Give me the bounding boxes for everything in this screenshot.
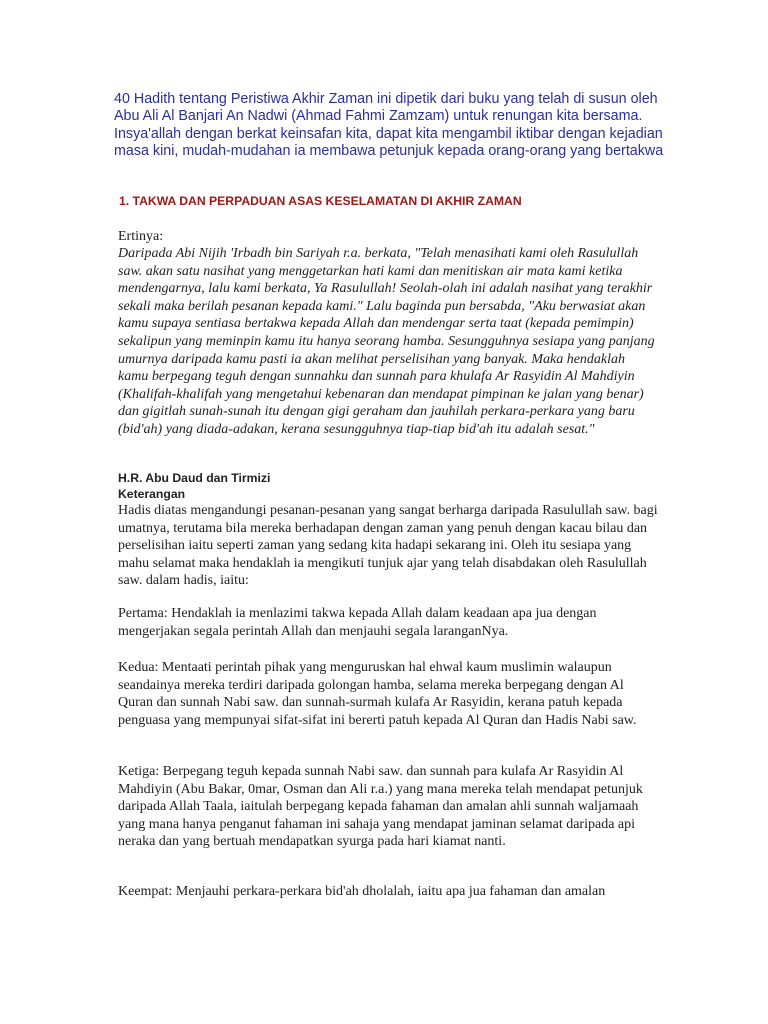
hadith-source: H.R. Abu Daud dan Tirmizi	[118, 471, 271, 485]
keterangan-paragraph: Hadis diatas mengandungi pesanan-pesanan yang sangat berharga daripada Rasulullah saw. bagi umatnya, terutama bila mereka berhadapan dengan zaman yang penuh dengan kacau bilau dan perselisihan iaitu seperti zaman yang sedang kita hadapi sekarang ini. Oleh itu sesiapa yang mahu selamat maka hendaklah ia mengikuti tunjuk ajar yang telah disabdakan oleh Rasulullah saw. dalam hadis, iaitu:	[118, 503, 658, 589]
keterangan-label: Keterangan	[118, 487, 186, 501]
point-pertama: Pertama: Hendaklah ia menlazimi takwa kepada Allah dalam keadaan apa jua dengan mengerjakan segala perintah Allah dan menjauhi segala laranganNya.	[118, 606, 597, 639]
point-ketiga: Ketiga: Berpegang teguh kepada sunnah Nabi saw. dan sunnah para kulafa Ar Rasyidin Al Mahdiyin (Abu Bakar, 0mar, Osman dan Ali r.a.) yang mana mereka telah mendapat petunjuk daripada Allah Taala, iaitulah berpegang kepada fahaman dan amalan ahli sunnah waljamaah yang mana hanya penganut fahaman ini sahaja yang mendapat jaminan selamat daripada api neraka dan yang bertuah mendapatkan syurga pada hari kiamat nanti.	[118, 764, 643, 850]
hadith-translation: Daripada Abi Nijih 'Irbadh bin Sariyah r.a. berkata, "Telah menasihati kami oleh Rasulullah saw. akan satu nasihat yang menggetarkan hati kami dan menitiskan air mata kami ketika mendengarnya, lalu kami berkata, Ya Rasulullah! Seolah-olah ini adalah nasihat yang terakhir sekali maka berilah pesanan kepada kami." Lalu baginda pun bersabda, "Aku berwasiat akan kamu supaya sentiasa bertakwa kepada Allah dan mendengar serta taat (kepada pemimpin) sekalipun yang meminpin kamu itu hanya seorang hamba. Sesungguhnya sesiapa yang panjang umurnya daripada kamu pasti ia akan melihat perselisihan yang banyak. Maka hendaklah kamu berpegang teguh dengan sunnahku dan sunnah para khulafa Ar Rasyidin Al Mahdiyin (Khalifah-khalifah yang mengetahui kebenaran dan mendapat pimpinan ke jalan yang benar) dan gigitlah sunah-sunah itu dengan gigi geraham dan jauhilah perkara-perkara yang baru (bid'ah) yang diada-adakan, kerana sesungguhnya tiap-tiap bid'ah itu adalah sesat."	[118, 246, 655, 437]
ertinya-label: Ertinya:	[118, 229, 164, 244]
point-kedua: Kedua: Mentaati perintah pihak yang menguruskan hal ehwal kaum muslimin walaupun seandainya mereka terdiri daripada golongan hamba, selama mereka berpegang dengan Al Quran dan sunnah Nabi saw. dan sunnah-surmah kulafa Ar Rasyidin, kerana patuh kepada penguasa yang mempunyai sifat-sifat ini bererti patuh kepada Al Quran dan Hadis Nabi saw.	[118, 660, 637, 728]
section-heading: 1. TAKWA DAN PERPADUAN ASAS KESELAMATAN DI AKHIR ZAMAN	[119, 194, 522, 208]
point-keempat: Keempat: Menjauhi perkara-perkara bid'ah dholalah, iaitu apa jua fahaman dan amalan	[118, 884, 606, 899]
intro-paragraph: 40 Hadith tentang Peristiwa Akhir Zaman ini dipetik dari buku yang telah di susun oleh Abu Ali Al Banjari An Nadwi (Ahmad Fahmi Zamzam) untuk renungan kita bersama. Insya'allah dengan berkat keinsafan kita, dapat kita mengambil iktibar dengan kejadian masa kini, mudah-mudahan ia membawa petunjuk kepada orang-orang yang bertakwa	[114, 91, 664, 160]
